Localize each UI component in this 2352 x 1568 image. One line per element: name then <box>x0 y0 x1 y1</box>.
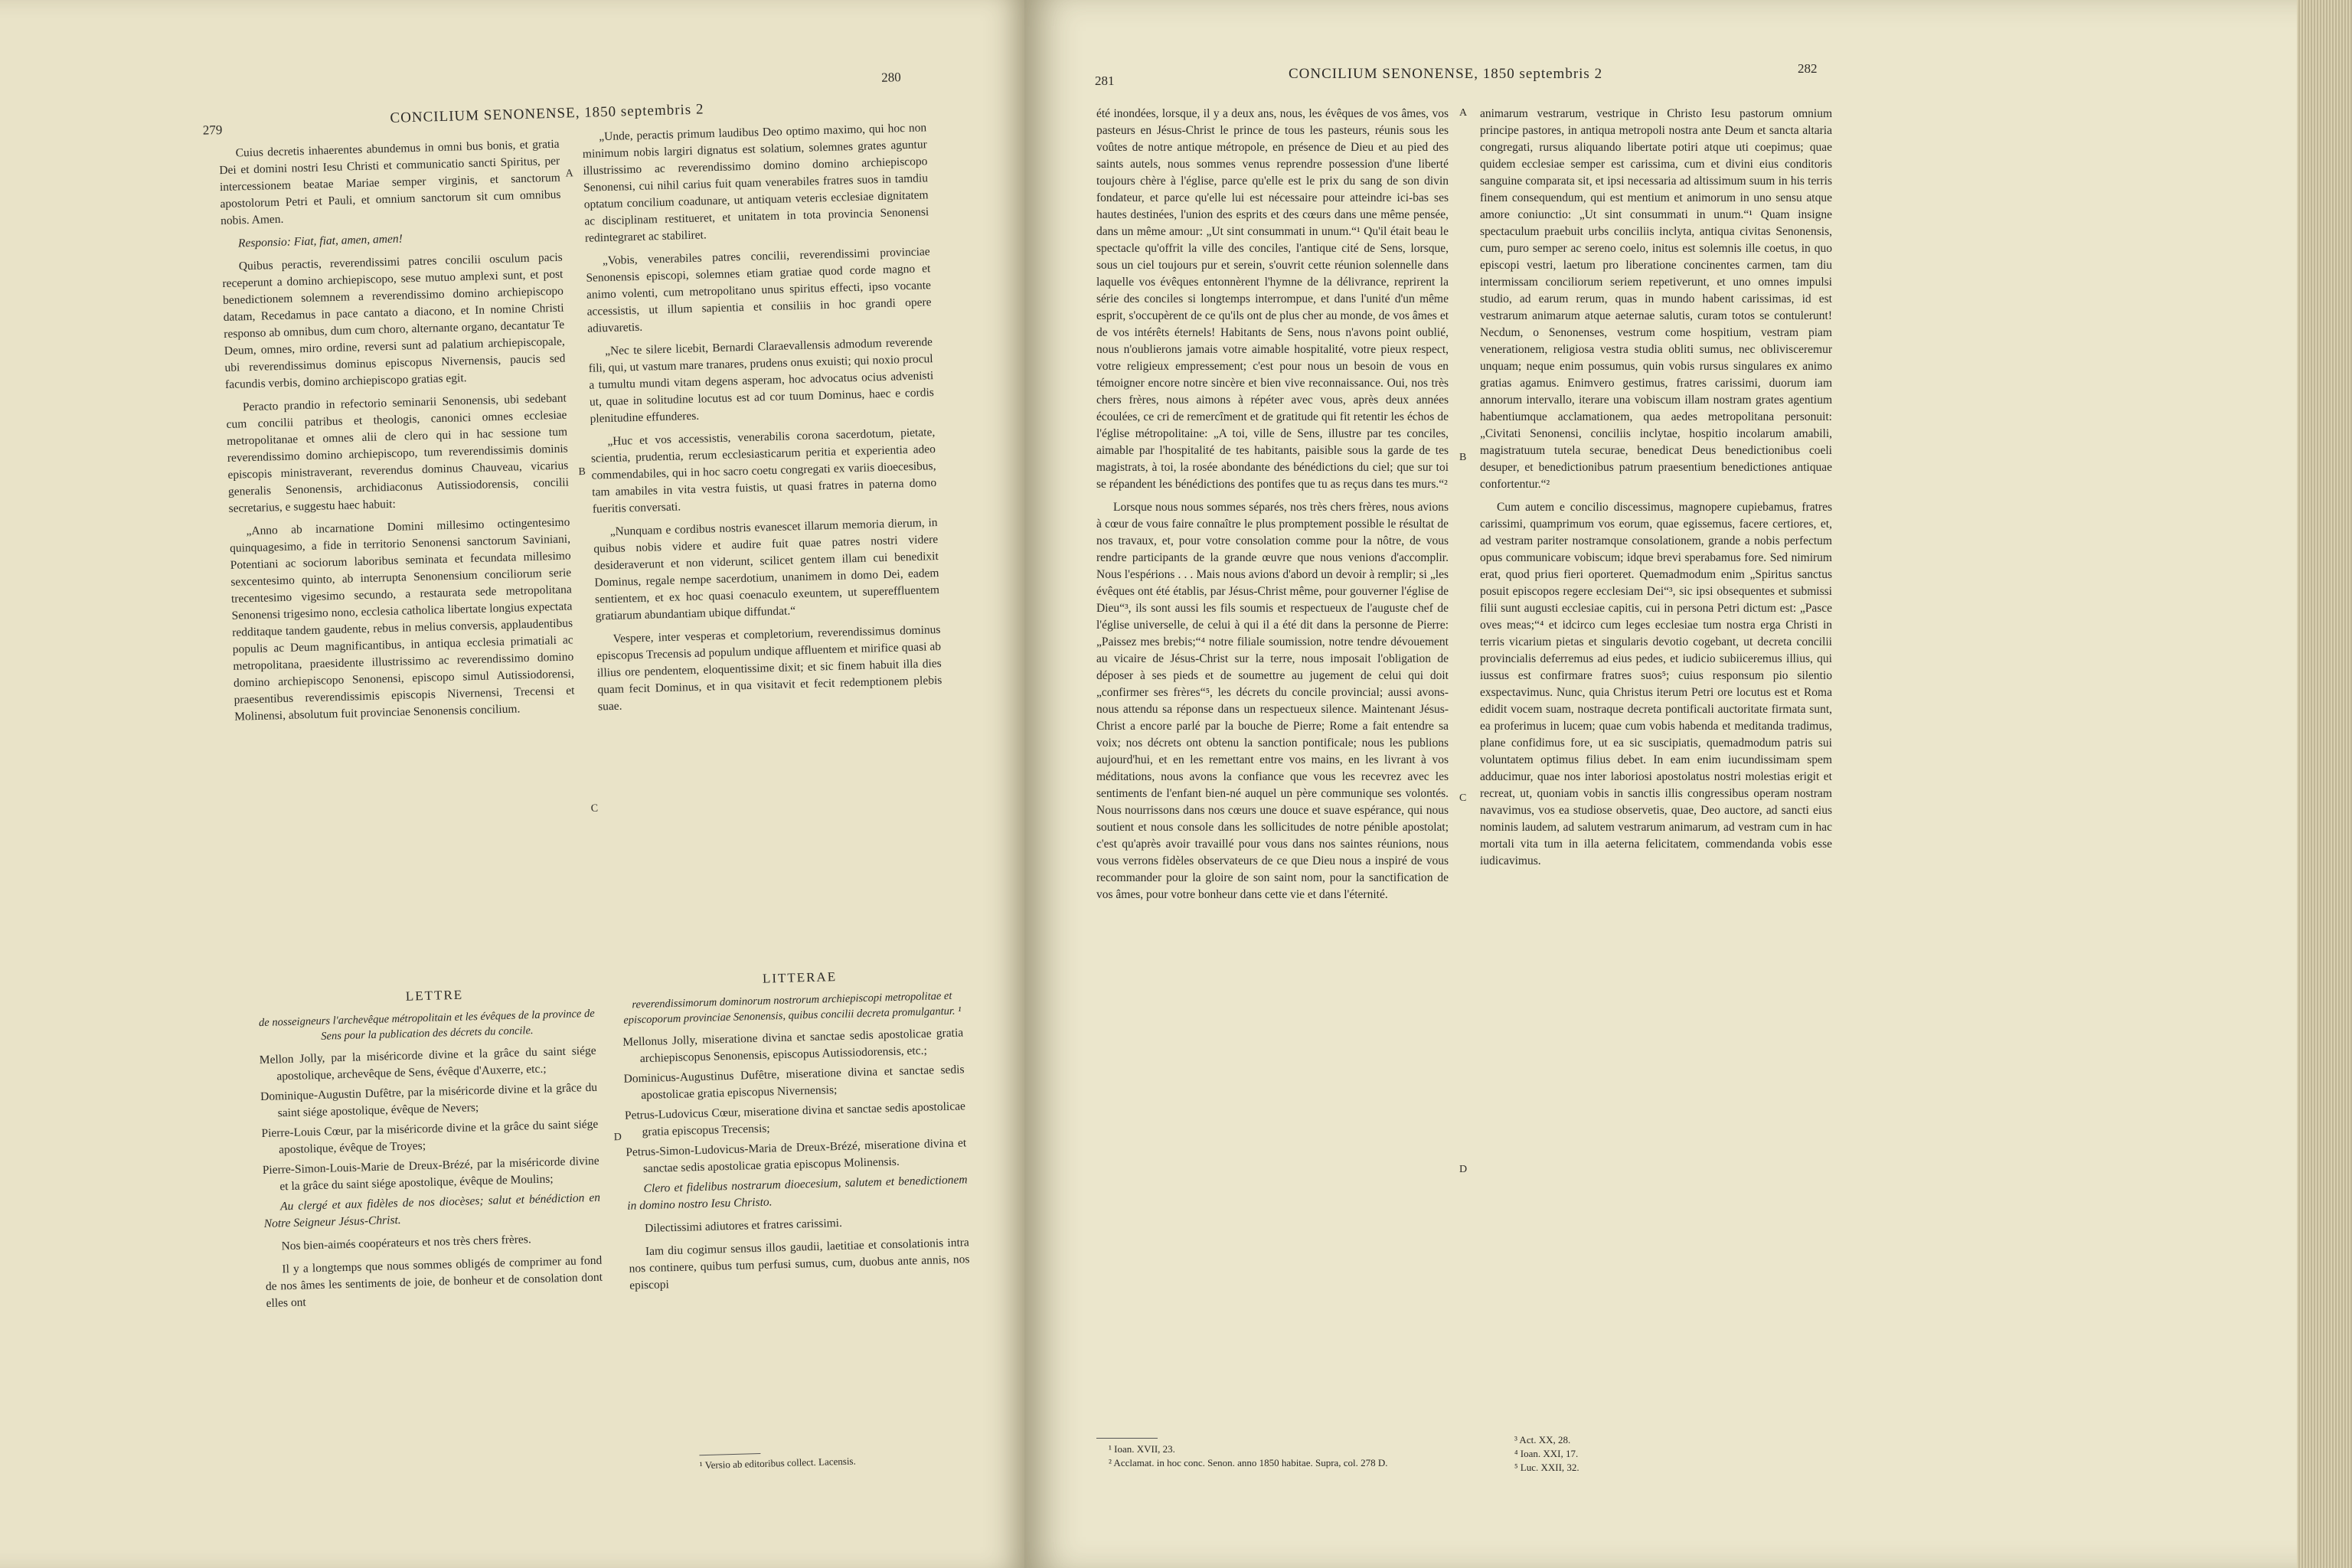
paragraph: Peracto prandio in refectorio seminarii Senonensis, ubi sedebant cum concilii patribus et theologis, canonici omnes ecclesiae metropolitanae et omnes alii de clero qui in hac sessione tum reverendissimo domino archiepiscopo, tum reverendissimis dominis episcopis ministraverant, reverendus dominus Chauveau, vicarius generalis Senonensis, archidiaconus Autissiodorensis, concilii secretarius, e suggestu haec habuit: <box>226 391 570 515</box>
footnotes-left <box>1109 1442 1446 1470</box>
footnote: ¹ Versio ab editoribus collect. Lacensis. <box>699 1455 856 1472</box>
footnote: ³ Act. XX, 28. <box>1514 1434 1571 1446</box>
footnote: ² Acclamat. in hoc conc. Senon. anno 1850 habitae. Supra, col. 278 D. <box>1109 1457 1388 1468</box>
margin-letter: D <box>1459 1164 1468 1175</box>
litterae-greeting: Dilectissimi adiutores et fratres carissimi. <box>644 1216 843 1236</box>
litterae-address: Clero et fidelibus nostrarum dioecesium, salutem et benedictionem in domino nostro Iesu Christo. <box>627 1173 968 1213</box>
paragraph: Cum autem e concilio discessimus, magnopere cupiebamus, fratres carissimi, quamprimum vos eorum, quae egissemus, facere certiores, et, ad vestram pariter nostramque consolationem, grande a nobis perfectum opus communicare vobiscum; idque brevi sperabamus fore. Sed nimirum erat, quod prius fieri oporteret. Quemadmodum enim „Spiritus sanctus posuit episcopos regere ecclesiam Dei“³, sic ipsi obsequentes et submissi filii sunt augusti ecclesiae capitis, cui in persona Petri dictum est: „Pasce oves meas;“⁴ et idcirco cum leges ecclesiae tum nostra erga Christi in terris vicarium pietas et singularis devotio cogebant, ut decreta concilii provincialis deferremus ad eius pedes, et iudicio subiiceremus illius, qui iussus est confirmare fratres suos⁵; cuius responsum pio silentio exspectavimus. Nunc, quia Christus iterum Petri ore locutus est et Roma edidit vocem suam, nostraque decreta pontificali auctoritate firmata sunt, ea proferimus in lucem; quae cum vobis habenda et meditanda tradimus, plane confidimus fore, ut ea sic suscipiatis, quemadmodum patris sui voluntatem optimus filius debet. In eam enim iucundissimam spem adducimur, quae nos inter laboriosi apostolatus nostri molestias erigit et recreat, ut, quoniam vobis in sanctis illis congressibus operam nostram navavimus, vos ea studiose observetis, quae, Deo auctore, ad sancti eius nominis laudem, ad salutem vestrarum animarum, ad vestram cum in hac mortali vita tum in illa aeterna felicitatem, commendanda vobis esse iudicavimus. <box>1480 501 1832 867</box>
margin-letter: D <box>613 1131 622 1144</box>
paragraph: animarum vestrarum, vestrique in Christo Iesu pastorum omnium principe pastores, in antiqua metropoli nostra ante Deum et sancta altaria congregati, rursus aliquando libertate potiri atque uti coepimus; quae quidem ecclesiae semper est carissima, cum et divini eius conditoris sanguine comparata sit, et ipsi necessaria ad altissimum suum in his terris finem consequendum, qui est mentium et animorum in uno sensu atque amore coniunctio: „Ut sint consummati in unum.“¹ Quam insigne spectaculum praebuit urbs conciliis inclyta, antiqua civitas Senonensis, cum, puro semper ac sereno coelo, initus est solemnis ille coetus, in quo episcopi vestri, laetum pro liberatione concinentes carmen, tam diu intermissam conciliorum seriem repetiverunt, et uno omnes impulsi studio, ad earum rerum, quas in mundo habent carissimas, id est vestrarum animarum atque aeternae salutis, curam totos se contulerunt! Necdum, o Senonenses, vestrum come hospitium, vestram piam venerationem, religiosa vestra studia obliti sumus, nec oblivisceremur unquam; neque enim possumus, quin vobis rursus singulares ex animo gratias agamus. Enimvero gestimus, fratres carissimi, duorum iam annorum intervallo, iterare una vobiscum illam nostram grates agentium habentiumque acclamationem, qua aedes metropolitana personuit: „Civitati Senonensi, conciliis inclytae, hospitio incolarum amabili, magistratuum tutela securae, benedicat Deus benedictionibus coeli desuper, et benedictionibus patrum praesentium benedictiones antiquae confortentur.“² <box>1480 107 1832 491</box>
sender: Pierre-Simon-Louis-Marie de Dreux-Brézé, par la miséricorde divine et la grâce du saint siége apostolique, évêque de Moulins; <box>262 1154 599 1194</box>
litterae-section <box>621 965 975 1449</box>
footnote: ⁴ Ioan. XXI, 17. <box>1514 1448 1579 1459</box>
sender: Pierre-Louis Cœur, par la miséricorde divine et la grâce du saint siége apostolique, évêque de Troyes; <box>261 1117 599 1157</box>
paragraph: Vespere, inter vesperas et completorium, reverendissimus dominus episcopus Trecensis ad populum undique affluentem et mirifice quasi ab illius ore pendentem, eloquentissime dixit; et sic finem habuit illa dies quam fecit Dominus, et in qua visitavit et fecit redemptionem plebis suae. <box>596 623 942 714</box>
running-header-right: CONCILIUM SENONENSE, 1850 septembris 2 <box>1289 66 1603 82</box>
footnote-rule <box>699 1453 760 1455</box>
left-page-content <box>0 0 1024 1567</box>
footnote: ⁵ Luc. XXII, 32. <box>1514 1462 1579 1473</box>
footnote-rule <box>1096 1438 1158 1439</box>
left-column-1 <box>218 136 582 972</box>
paragraph: „Anno ab incarnatione Domini millesimo octingentesimo quinquagesimo, a fide in territorio Senonensi sanctorum Saviniani, Potentiani ac sociorum laboribus seminata et fecundata millesimo sexcentesimo quinto, ab interrupta Senonensium conciliorum serie trecentesimo vigesimo secundo, a restaurata sede metropolitana Senonensi trigesimo nono, ecclesia catholica libertate longius expectata redditaque tandem gaudente, rebus in melius conversis, applaudentibus populis ac Deum magnificantibus, in antiqua ecclesia primatiali ac metropolitana, praesidente illustrissimo ac reverendissimo domino domino archiepiscopo Senonensi, episcopo simul Autissiodorensi, praesentibus reverendissimis episcopis Nivernensi, Trecensi et Molinensi, absolutum fuit provinciae Senonensis concilium. <box>229 515 575 724</box>
right-page <box>1024 0 2297 1568</box>
lettre-title: LETTRE <box>405 987 464 1004</box>
lettre-address: Au clergé et aux fidèles de nos diocèses; salut et bénédiction en Notre Seigneur Jésus-Christ. <box>263 1191 601 1230</box>
sender: Dominique-Augustin Dufêtre, par la miséricorde divine et la grâce du saint siége apostolique, évêque de Nevers; <box>260 1080 598 1120</box>
page-edges <box>2297 0 2352 1568</box>
paragraph: „Vobis, venerabiles patres concilii, reverendissimi provinciae Senonensis episcopi, solemnes etiam gratiae quod corde magno et animo volenti, cum metropolitano unus spiritus effecti, ipso vocante accessistis, ut illum sapientia et consiliis in hoc grandi opere adiuvaretis. <box>586 245 932 335</box>
page-number-282: 282 <box>1798 61 1818 76</box>
margin-letter: C <box>590 802 599 815</box>
left-column-2 <box>582 119 949 948</box>
sender: Petrus-Ludovicus Cœur, miseratione divina et sanctae sedis apostolicae gratia episcopus Trecensis; <box>624 1099 966 1139</box>
footnote: ¹ Ioan. XVII, 23. <box>1109 1443 1175 1455</box>
lettre-subtitle: de nosseigneurs l'archevêque métropolitain et les évêques de la province de Sens pour la publication des décrets du concile. <box>258 1007 595 1043</box>
sender: Dominicus-Augustinus Dufêtre, miseratione divina et sanctae sedis apostolicae gratia episcopus Nivernensis; <box>623 1063 965 1102</box>
paragraph: „Unde, peractis primum laudibus Deo optimo maximo, qui hoc non minimum nobis largiri dignatus est solatium, solemnes grates aguntur illustrissimo ac reverendissimo domino domino archiepiscopo Senonensi, cui nihil carius fuit quam venerabiles fratres suos in tamdiu optatum concilium coadunare, ut antiquam veteris ecclesiae dignitatem ac disciplinam restitueret, et unitatem in tota provincia Senonensi redintegraret ac stabiliret. <box>582 121 929 245</box>
margin-letter: A <box>1459 107 1468 119</box>
page-number-279: 279 <box>202 122 223 138</box>
footnotes-right <box>1514 1433 1744 1475</box>
running-header-left: CONCILIUM SENONENSE, 1850 septembris 2 <box>390 101 704 126</box>
paragraph: „Huc et vos accessistis, venerabilis corona sacerdotum, pietate, scientia, prudentia, rerum ecclesiasticarum peritia et experientia adeo commendabiles, qui in hoc sacro coetu congregati ex variis dioecesibus, tam amabiles in vita vestra fuistis, ut quasi fratres in paterna domo fueritis conversati. <box>590 426 937 516</box>
page-number-280: 280 <box>881 70 902 85</box>
left-page <box>0 0 1024 1568</box>
paragraph: „Nunquam e cordibus nostris evanescet illarum memoria dierum, in quibus nobis videre et audire fuit quae patres nostri videre desideraverunt et non viderunt, scilicet gentem illam cui benedixit Dominus, regale nempe sacerdotium, unanimem in domo Dei, eadem sentientem, et ex hoc quasi coenaculo exeuntem, ut supereffluentem gratiarum abundantiam ubique diffundat.“ <box>593 516 940 623</box>
page-number-281: 281 <box>1095 74 1115 88</box>
sender: Petrus-Simon-Ludovicus-Maria de Dreux-Brézé, miseratione divina et sanctae sedis apostolicae gratia episcopus Molinensis. <box>626 1136 967 1176</box>
margin-letter: A <box>565 168 573 180</box>
litterae-body: Iam diu cogimur sensus illos gaudii, laetitiae et consolationis intra nos continere, quibus tum perfusi sumus, cum, duobus ante annis, nos episcopi <box>629 1236 970 1292</box>
right-column-1 <box>1096 106 1449 1438</box>
paragraph: Lorsque nous nous sommes séparés, nos très chers frères, nous avions à cœur de vous faire connaître le plus promptement possible le résultat de nos travaux, et, pour votre consolation comme pour la nôtre, de vous rendre participants de la grande œuvre que nous venions d'accomplir. Nous l'espérions . . . Mais nous avions d'abord un devoir à remplir; si „les évêques ont été établis, par Jésus-Christ même, pour gouverner l'église de Dieu“³, ils sont aussi les fils soumis et respectueux de l'auguste chef de l'église universelle, de celui à qui il a été dit dans la personne de Pierre: „Paissez mes brebis;“⁴ notre filiale soumission, notre tendre dévouement au vicaire de Jésus-Christ sur la terre, nous imposait l'obligation de déposer à ses pieds et de soumettre au jugement de celui qui doit „confirmer ses frères“⁵, les décrets du concile provincial; aussi avons-nous attendu sa réponse dans un respectueux silence. Maintenant Jésus-Christ a encore parlé par la bouche de Pierre; Rome a fait entendre sa voix; nos décrets ont obtenu la sanction pontificale; nous les publions aujourd'hui, et en les remettant entre vos mains, en les livrant à vos méditations, nous avons la confiance que vous les recevrez avec les sentiments de l'enfant bien-né auquel un père communique ses volontés. Nous nourrissons dans nos cœurs une douce et suave espérance, qui nous soutient et nous console dans les sollicitudes de notre pénible apostolat; c'est qu'après avoir travaillé pour vous dans nos saintes réunions, nous vous verrons fidèles observateurs de ce que Dieu nous a inspiré de vous recommander pour la gloire de son saint nom, pour la sanctification de vos âmes, pour votre bonheur dans cette vie et dans l'éternité. <box>1096 501 1449 901</box>
margin-letter: C <box>1459 792 1467 804</box>
paragraph: „Nec te silere licebit, Bernardi Claraevallensis admodum reverende fili, qui, ut vastum mare tranares, prudens onus exuisti; qui noxio procul a tumultu mundi vitam degens asperam, hoc advocatus ocius advenisti ut, quae in solitudine locutus est ad cor tuum Dominus, haec e cordis plenitudine effunderes. <box>588 335 935 426</box>
responsio: Responsio: Fiat, fiat, amen, amen! <box>237 232 403 250</box>
margin-letter: B <box>1459 452 1467 463</box>
paragraph: été inondées, lorsque, il y a deux ans, nous, les évêques de vos âmes, vos pasteurs en Jésus-Christ le prince de tous les pasteurs, réunis sous les voûtes de notre antique métropole, en présence de Dieu et au pied des saints autels, nous sommes venus reprendre possession d'une liberté toujours chère à l'église, parce qu'elle est le prix du sang de son divin fondateur, et parce qu'elle lui est nécessaire pour atteindre ici-bas ses hautes destinées, l'union des esprits et des cœurs dans une même pensée, dans un même amour: „Ut sint consummati in unum.“¹ Qu'il était beau le spectacle qu'offrit la ville des conciles, l'antique cité de Sens, lorsque, sous un ciel toujours pur et serein, s'ouvrit cette réunion solennelle dans laquelle vos évêques entonnèrent l'hymne de la délivrance, reprirent la série des conciles si longtemps interrompue, et dans l'unité d'un même esprit, s'occupèrent de ce qu'ils ont de plus cher au monde, de vos âmes et de vos intérêts éternels! Habitants de Sens, nous n'avons point oublié, nous n'oublierons jamais votre aimable hospitalité, votre pieux respect, votre religieux empressement; c'est pour nous un besoin de vous en témoigner encore notre sincère et bien vive reconnaissance. Oui, nos très chers frères, nous aimons à répéter avec vous, après deux années écoulées, ce cri de remercîment et de gratitude qui fit retentir les échos de l'église métropolitaine: „A toi, ville de Sens, illustre par tes conciles, aimable par l'hospitalité de tes habitants, paisible sous la garde de tes magistrats, à toi, la rosée abondante des bénédictions du ciel; que sur toi se répandent les bénédictions des pontifes que tu as reçus dans tes murs.“² <box>1096 107 1449 491</box>
paragraph: Cuius decretis inhaerentes abundemus in omni bus bonis, et gratia Dei et domini nostri Iesu Christi et communicatio sancti Spiritus, per intercessionem beatae Mariae semper virginis, et sanctorum apostolorum Petri et Pauli, et omnium sanctorum sit cum omnibus nobis. Amen. <box>219 137 561 228</box>
lettre-greeting: Nos bien-aimés coopérateurs et nos très chers frères. <box>281 1233 531 1253</box>
sender: Mellonus Jolly, miseratione divina et sanctae sedis apostolicae gratia archiepiscopus Senonensis, episcopus Autissiodorensis, etc.; <box>622 1026 964 1066</box>
sender: Mellon Jolly, par la miséricorde divine et la grâce du saint siége apostolique, archevêque de Sens, évêque d'Auxerre, etc.; <box>259 1044 596 1083</box>
litterae-title: LITTERAE <box>762 969 838 986</box>
lettre-section <box>257 983 608 1482</box>
margin-letter: B <box>578 466 586 479</box>
paragraph: Quibus peractis, reverendissimi patres concilii osculum pacis receperunt a domino archiepiscopo, sese mutuo amplexi sunt, et post benedictionem solemnem a reverendissimo domino archiepiscopo datam, Recedamus in pace cantato a diacono, et In nomine Christi responso ab omnibus, dum cum choro, alternante organo, decantatur Te Deum, omnes, miro ordine, reversi sunt ad palatium archiepiscopale, ubi reverendissimus dominus episcopus Nivernensis, paucis sed facundis verbis, domino archiepiscopo gratias egit. <box>222 250 566 391</box>
litterae-subtitle: reverendissimorum dominorum nostrorum archiepiscopi metropolitae et episcoporum provinciae Senonensis, quibus concilii decreta promulgantur. ¹ <box>623 989 962 1027</box>
right-column-2 <box>1480 106 1832 1438</box>
lettre-body: Il y a longtemps que nous sommes obligés de comprimer au fond de nos âmes les sentiments de joie, de bonheur et de consolation dont elles ont <box>265 1253 603 1310</box>
